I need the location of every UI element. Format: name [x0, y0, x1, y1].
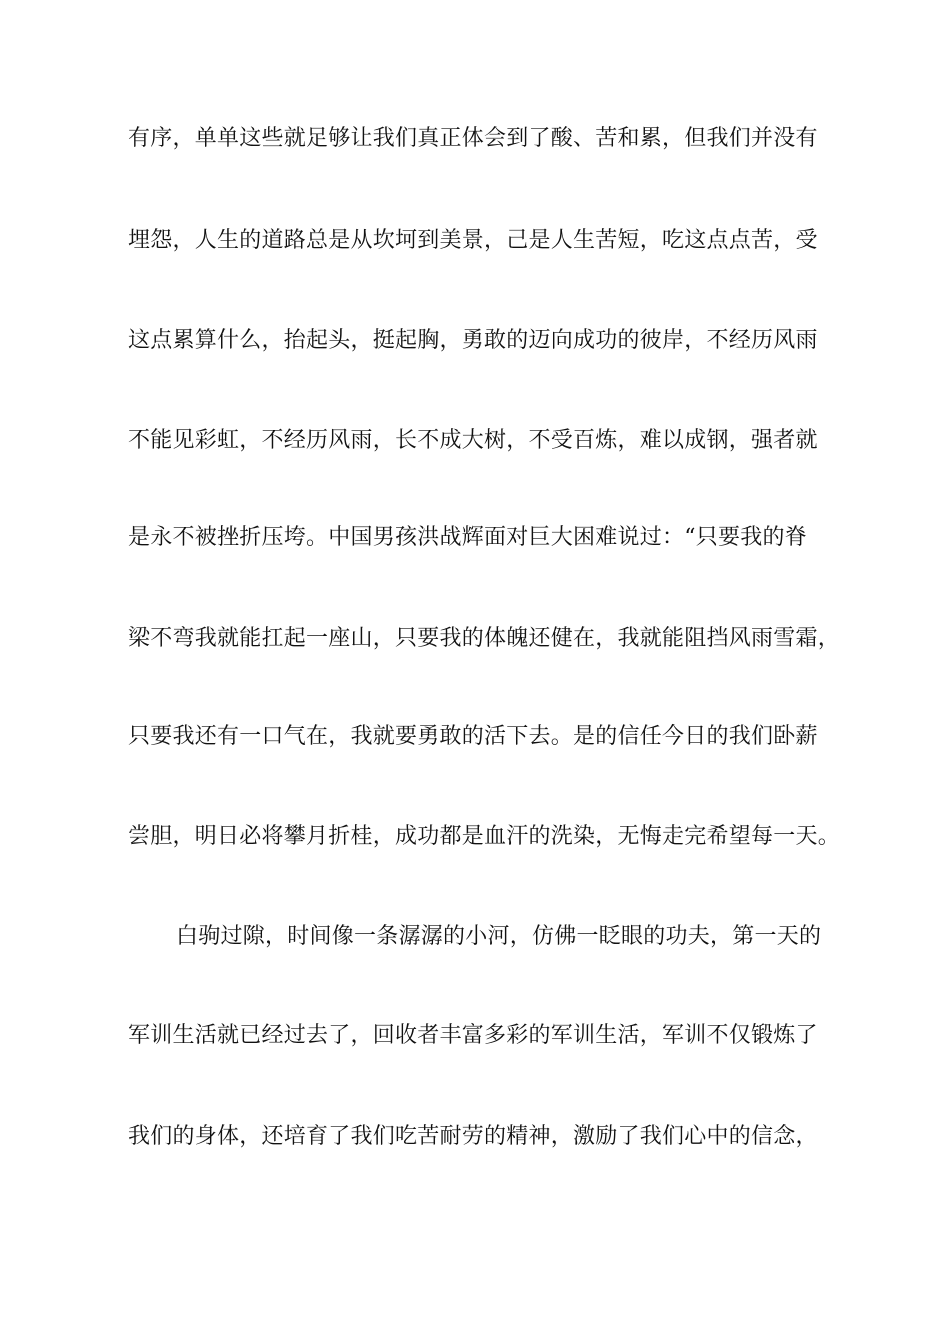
text-line: 尝胆，明日必将攀月折桂，成功都是血汗的洗染，无悔走完希望每一天。 — [128, 824, 841, 849]
text-line: 梁不弯我就能扛起一座山，只要我的体魄还健在，我就能阻挡风雨雪霜， — [128, 626, 841, 651]
text-line: 不能见彩虹，不经历风雨，长不成大树，不受百炼，难以成钢，强者就 — [128, 428, 818, 453]
paragraph-first-line: 白驹过隙，时间像一条潺潺的小河，仿佛一眨眼的功夫，第一天的 — [176, 924, 822, 949]
text-line: 有序，单单这些就足够让我们真正体会到了酸、苦和累，但我们并没有 — [128, 126, 818, 151]
text-line: 只要我还有一口气在，我就要勇敢的活下去。是的信任今日的我们卧薪 — [128, 724, 818, 749]
text-line: 军训生活就已经过去了，回收者丰富多彩的军训生活，军训不仅锻炼了 — [128, 1023, 818, 1048]
text-line: 埋怨，人生的道路总是从坎坷到美景，己是人生苦短，吃这点点苦，受 — [128, 228, 818, 253]
text-line: 这点累算什么，抬起头，挺起胸，勇敢的迈向成功的彼岸，不经历风雨 — [128, 328, 818, 353]
text-line: 是永不被挫折压垮。中国男孩洪战辉面对巨大困难说过：“只要我的脊 — [128, 525, 807, 550]
text-line: 我们的身体，还培育了我们吃苦耐劳的精神，激励了我们心中的信念， — [128, 1124, 818, 1149]
